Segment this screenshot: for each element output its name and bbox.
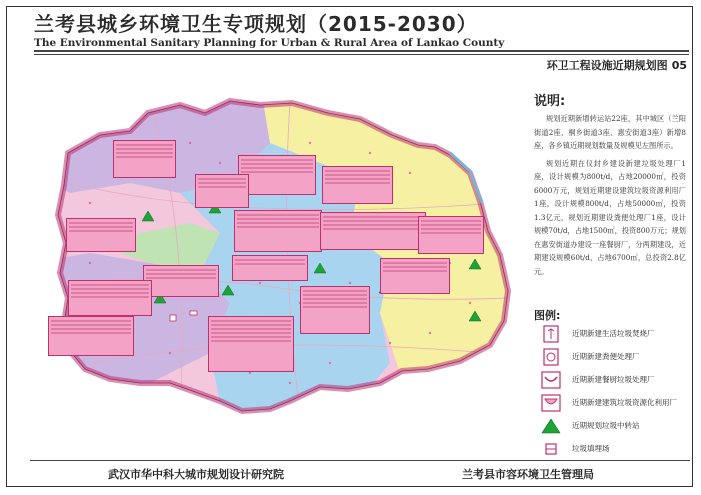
title-rule [34, 50, 689, 52]
title-rule-thin [34, 54, 689, 55]
map-sheet-label [543, 57, 687, 73]
footer-bureau: 兰考县市容环境卫生管理局 [462, 468, 594, 481]
annotation-box [48, 316, 134, 356]
map-sheet-title: 环卫工程设施近期规划图 [546, 59, 668, 72]
annotation-box [234, 210, 322, 252]
annotation-box [113, 140, 176, 178]
annotation-box [300, 286, 370, 334]
legend-item [538, 322, 688, 345]
footer-institute: 武汉市华中科大城市规划设计研究院 [108, 468, 284, 481]
legend-label: 近期新建粪便处理厂 [572, 352, 640, 361]
legend-item [538, 414, 688, 437]
legend-label: 近期新建生活垃圾焚烧厂 [572, 329, 655, 338]
annotation-box [322, 166, 393, 204]
landfill-icon [538, 439, 564, 459]
legend-item [538, 368, 688, 391]
legend-label: 近期新建餐厨垃圾处理厂 [572, 375, 655, 384]
annotation-box [68, 280, 152, 316]
notes-paragraph-1: 规划近期新增转运站22座，其中城区（兰阳街道2座、桐乡街道3座、惠安街道3座）新增8座，各乡镇近期规划数量及规模见左图所示。 [534, 114, 686, 150]
map-title-en: The Environmental Sanitary Planning for Urban & Rural Area of Lankao County [34, 37, 505, 49]
kitchen-waste-icon [538, 370, 564, 390]
incinerator-icon [538, 324, 564, 344]
legend-label: 垃圾填埋场 [572, 444, 610, 453]
legend-heading: 图例: [534, 309, 561, 322]
annotation-box [232, 255, 308, 281]
notes-heading: 说明: [534, 94, 566, 109]
annotation-box [238, 155, 316, 195]
annotation-box [380, 258, 450, 294]
legend-label: 近期规划垃圾中转站 [572, 421, 640, 430]
map-sheet-number: 05 [671, 59, 687, 72]
annotation-box [418, 216, 484, 254]
notes-body [534, 112, 686, 282]
annotation-box [208, 316, 294, 372]
annotation-box [143, 265, 219, 297]
transfer-station-icon [538, 416, 564, 436]
annotation-box [66, 218, 136, 252]
annotation-box [320, 212, 426, 250]
legend-item [538, 391, 688, 414]
legend-item [538, 345, 688, 368]
notes-paragraph-2: 规划近期在仪封乡建设新建垃圾处理厂1座，设计规模为800t/d，占地20000㎡，投资6000万元，规划近期建设建筑垃圾资源利用厂1座，设计规模800t/d，占地50000㎡，投资1.3亿元，规划近期建设粪便处理厂1座，设计规模70t/d，占地1500㎡，投资800万元；规划在惠安街道办建设一座餐厨厂，分两期建设，近期建设规模60t/d，占地6700㎡，总投资2.8亿元。 [534, 158, 686, 276]
construction-waste-icon [538, 393, 564, 413]
footer-rule [30, 460, 690, 461]
annotation-box [195, 174, 249, 208]
notes-panel [534, 90, 689, 465]
feces-plant-icon [538, 347, 564, 367]
map-title-cn: 兰考县城乡环境卫生专项规划（2015-2030） [34, 12, 478, 36]
legend-item [538, 437, 688, 460]
legend-list [538, 322, 688, 460]
legend-label: 近期新建建筑垃圾资源化利用厂 [572, 398, 677, 407]
